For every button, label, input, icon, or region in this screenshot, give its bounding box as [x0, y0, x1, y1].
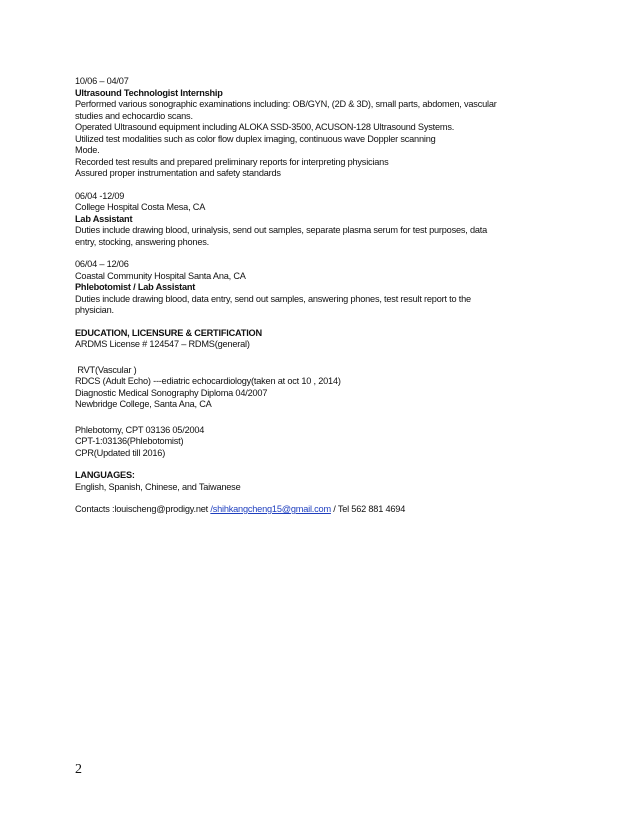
- internship-line: studies and echocardio scans.: [75, 110, 193, 121]
- languages-section: [75, 470, 545, 493]
- college-name: Newbridge College, Santa Ana, CA: [75, 399, 212, 409]
- contacts-prefix: Contacts :louischeng@prodigy.net: [75, 504, 211, 514]
- languages-list: English, Spanish, Chinese, and Taiwanese: [75, 481, 241, 492]
- internship-dates: 10/06 – 04/07: [75, 76, 129, 86]
- education-section: [75, 328, 545, 460]
- contacts-line: [75, 504, 545, 516]
- coastal-job-employer: Coastal Community Hospital Santa Ana, CA: [75, 270, 246, 281]
- internship-line: Operated Ultrasound equipment including ALOKA SSD-3500, ACUSON-128 Ultrasound Systems.: [75, 122, 455, 132]
- phlebotomy-cert: Phlebotomy, CPT 03136 05/2004: [75, 424, 205, 435]
- cpt1-cert: CPT-1:03136(Phlebotomist): [75, 436, 184, 446]
- college-job-employer: College Hospital Costa Mesa, CA: [75, 202, 206, 212]
- internship-line: Utilized test modalities such as color flow duplex imaging, continuous wave Doppler scanning: [75, 133, 436, 144]
- coastal-job-line: Duties include drawing blood, data entry, send out samples, answering phones, test result report to the: [75, 293, 471, 304]
- contacts-suffix: / Tel 562 881 4694: [330, 504, 406, 514]
- coastal-job-line: physician.: [75, 305, 114, 315]
- coastal-job-dates: 06/04 – 12/06: [75, 259, 129, 269]
- education-heading: EDUCATION, LICENSURE & CERTIFICATION: [75, 327, 262, 338]
- college-job-title: Lab Assistant: [75, 213, 133, 224]
- coastal-job-section: [75, 259, 545, 317]
- cpr-cert: CPR(Updated till 2016): [75, 447, 166, 458]
- internship-section: [75, 76, 545, 180]
- internship-line: Recorded test results and prepared preliminary reports for interpreting physicians: [75, 156, 389, 167]
- internship-line: Assured proper instrumentation and safety standards: [75, 168, 281, 178]
- ardms-license: ARDMS License # 124547 – RDMS(general): [75, 339, 250, 349]
- coastal-job-title: Phlebotomist / Lab Assistant: [75, 282, 196, 292]
- rvt-credential: RVT(Vascular ): [75, 364, 137, 375]
- college-job-line: entry, stocking, answering phones.: [75, 236, 209, 247]
- resume-content: [75, 76, 545, 516]
- languages-heading: LANGUAGES:: [75, 470, 135, 480]
- internship-line: Mode.: [75, 145, 100, 155]
- sonography-diploma: Diagnostic Medical Sonography Diploma 04/2007: [75, 387, 268, 398]
- college-job-line: Duties include drawing blood, urinalysis, send out samples, separate plasma serum for test purposes, data: [75, 225, 488, 235]
- internship-line: Performed various sonographic examinations including: OB/GYN, (2D & 3D), small parts, abdomen, vascular: [75, 99, 497, 109]
- page-number: 2: [75, 762, 82, 777]
- email-link[interactable]: /shihkangcheng15@gmail.com: [210, 504, 331, 514]
- rdcs-credential: RDCS (Adult Echo) ---ediatric echocardiology(taken at oct 10 , 2014): [75, 376, 341, 386]
- college-job-section: [75, 191, 545, 249]
- college-job-dates: 06/04 -12/09: [75, 190, 125, 201]
- internship-title: Ultrasound Technologist Internship: [75, 87, 223, 98]
